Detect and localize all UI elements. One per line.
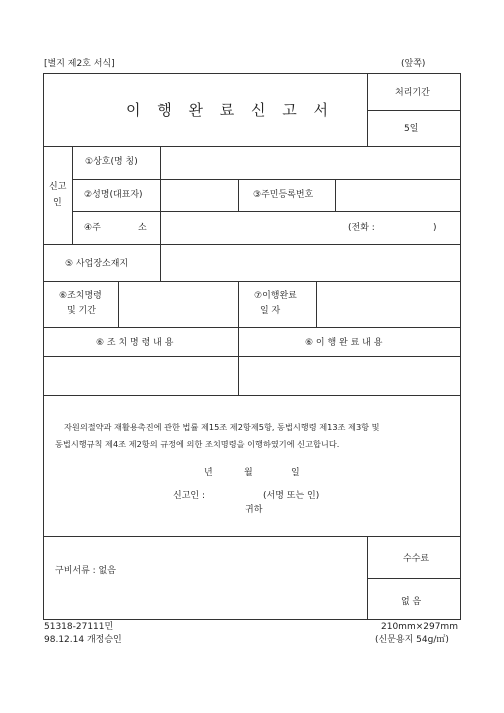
representative-name-label: ②성명(대표자) bbox=[84, 190, 143, 200]
divider bbox=[72, 179, 461, 180]
resident-number-label: ③주민등록번호 bbox=[253, 190, 314, 200]
applicant-group-label: 신고 bbox=[49, 182, 67, 192]
form-title: 이 행 완 료 신 고 서 bbox=[126, 101, 335, 119]
company-name-label: ①상호(명 칭) bbox=[85, 157, 138, 167]
divider bbox=[43, 281, 461, 282]
divider bbox=[118, 281, 119, 327]
required-documents-label: 구비서류 : 없음 bbox=[55, 566, 116, 576]
divider bbox=[238, 179, 239, 211]
divider bbox=[43, 146, 461, 147]
signer-label: 신고인 : bbox=[173, 491, 205, 501]
fee-label: 수수료 bbox=[403, 554, 430, 564]
address-label: 소 bbox=[138, 223, 147, 233]
date-day-label: 일 bbox=[291, 468, 300, 478]
completion-date-label: 일 자 bbox=[260, 306, 281, 316]
divider bbox=[335, 179, 336, 211]
divider bbox=[367, 578, 461, 579]
date-month-label: 월 bbox=[244, 468, 253, 478]
divider bbox=[43, 327, 461, 328]
declaration-text: 자원의절약과 재활용촉진에 관한 법률 제15조 제2항제5항, 동법시행령 제13조 제3항 및 bbox=[64, 422, 380, 432]
completion-content-label: ⑥ 이 행 완 료 내 용 bbox=[305, 338, 383, 348]
fee-value: 없 음 bbox=[401, 597, 422, 607]
completion-date-label: ⑦이행완료 bbox=[254, 291, 297, 301]
processing-period-value: 5일 bbox=[404, 124, 419, 134]
divider bbox=[160, 244, 161, 281]
form-label: [별지 제2호 서식] bbox=[44, 59, 115, 69]
divider bbox=[43, 244, 461, 245]
order-content-label: ⑥ 조 치 명 령 내 용 bbox=[96, 338, 174, 348]
divider bbox=[367, 110, 461, 111]
divider bbox=[43, 395, 461, 396]
phone-label: (전화 : bbox=[348, 223, 375, 233]
divider bbox=[72, 146, 73, 244]
paper-spec: (신문용지 54g/㎡) bbox=[375, 635, 449, 645]
form-code: 51318-27111민 bbox=[44, 622, 114, 632]
order-period-label: ⑥조치명령 bbox=[59, 291, 102, 301]
divider bbox=[238, 356, 239, 395]
paper-size: 210mm×297mm bbox=[381, 622, 458, 632]
address-label: ④주 bbox=[84, 223, 101, 233]
phone-label: ) bbox=[433, 223, 437, 233]
signature-note: (서명 또는 인) bbox=[263, 491, 320, 501]
approval-date: 98.12.14 개정승인 bbox=[44, 635, 122, 645]
addressee-label: 귀하 bbox=[245, 505, 263, 515]
divider bbox=[72, 211, 461, 212]
divider bbox=[43, 536, 461, 537]
declaration-text: 동법시행규칙 제4조 제2항의 규정에 의한 조치명령을 이행하였기에 신고합니다. bbox=[55, 439, 340, 449]
divider bbox=[316, 281, 317, 327]
site-location-label: ⑤ 사업장소재지 bbox=[65, 259, 129, 269]
page-side-label: (앞쪽) bbox=[401, 59, 426, 69]
divider bbox=[43, 356, 461, 357]
order-period-label: 및 기간 bbox=[67, 306, 96, 316]
applicant-group-label: 인 bbox=[53, 198, 62, 208]
date-year-label: 년 bbox=[204, 468, 213, 478]
divider bbox=[160, 146, 161, 244]
processing-period-label: 처리기간 bbox=[395, 88, 430, 98]
